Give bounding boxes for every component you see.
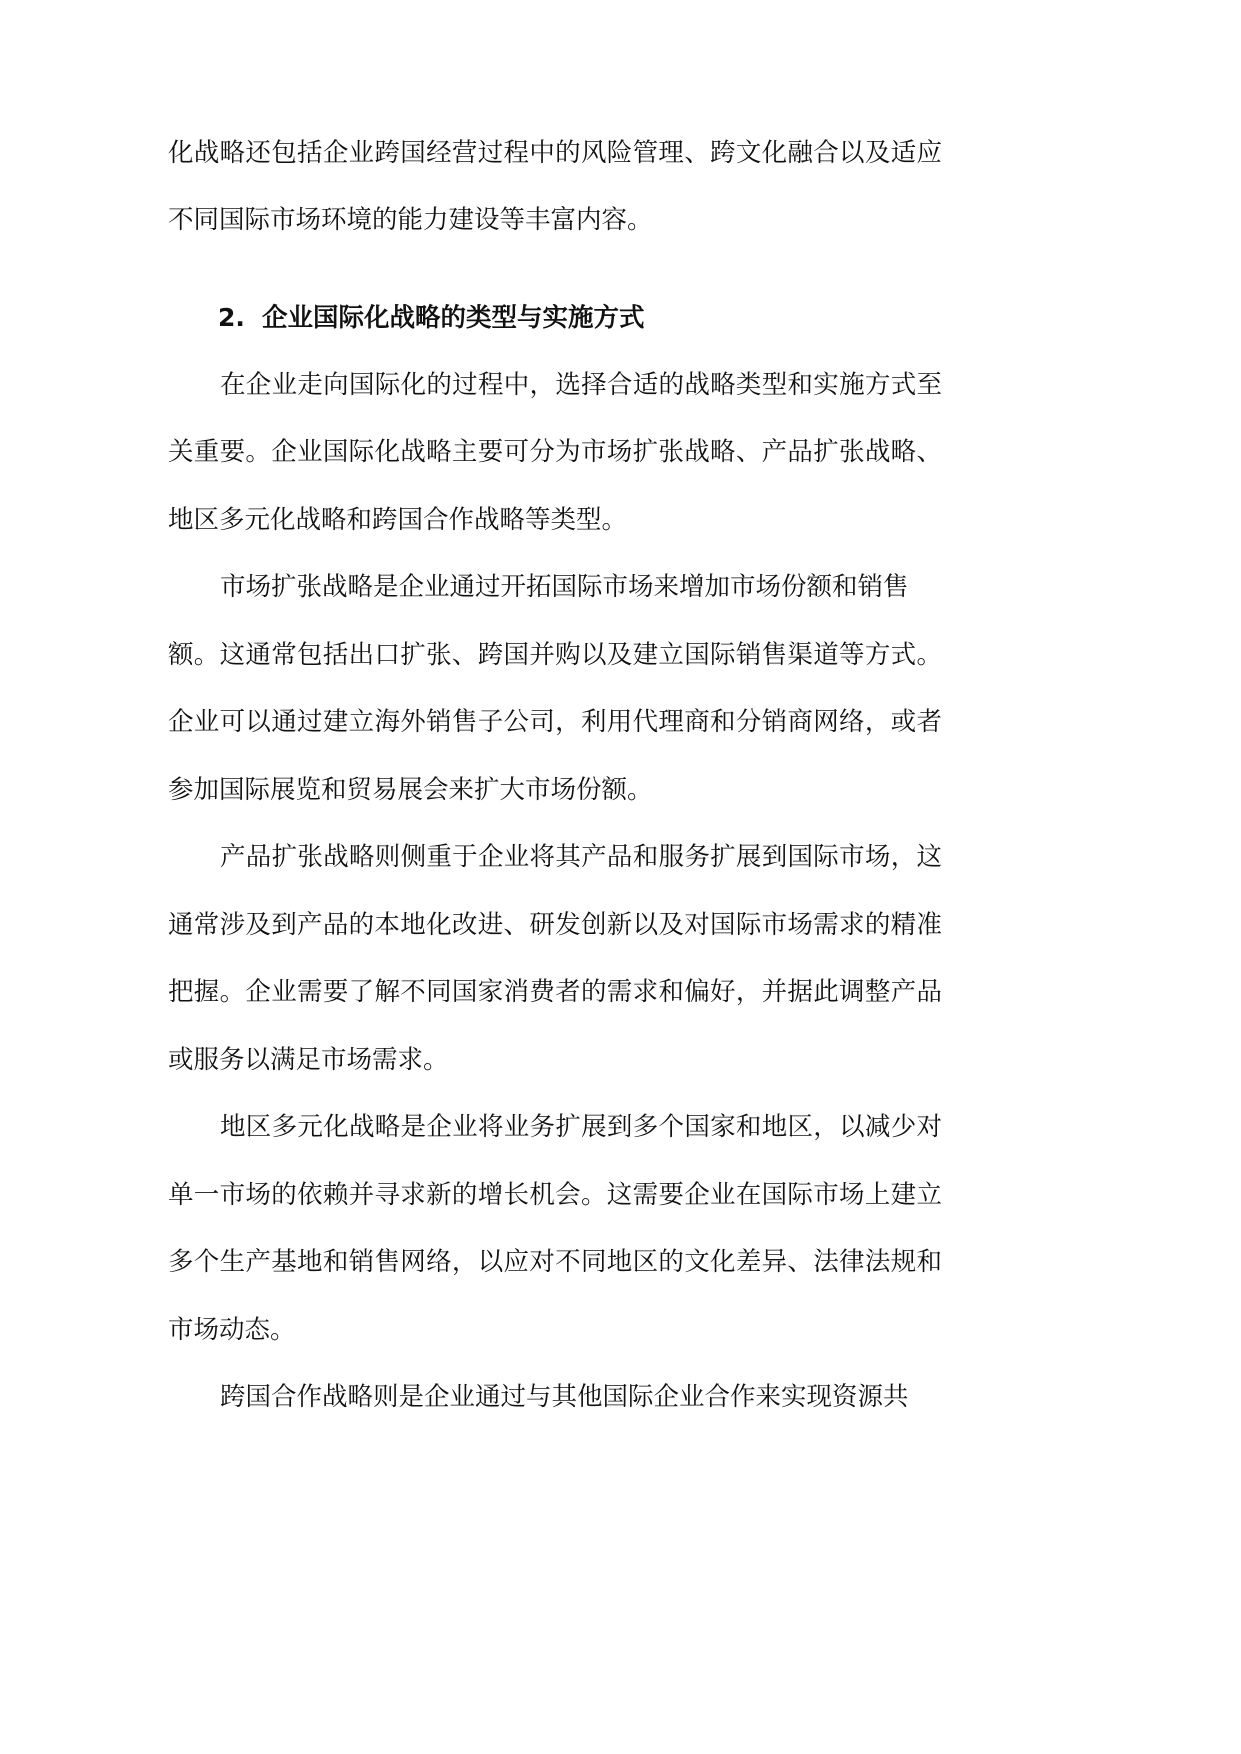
paragraph-line: 企业可以通过建立海外销售子公司，利用代理商和分销商网络，或者 xyxy=(168,707,942,737)
paragraph-line: 市场动态。 xyxy=(168,1315,296,1345)
paragraph-line: 或服务以满足市场需求。 xyxy=(168,1045,449,1075)
paragraph-line: 单一市场的依赖并寻求新的增长机会。这需要企业在国际市场上建立 xyxy=(168,1180,942,1210)
paragraph-line: 化战略还包括企业跨国经营过程中的风险管理、跨文化融合以及适应 xyxy=(168,138,942,168)
paragraph-line: 关重要。企业国际化战略主要可分为市场扩张战略、产品扩张战略、 xyxy=(168,437,942,467)
paragraph-line: 产品扩张战略则侧重于企业将其产品和服务扩展到国际市场，这 xyxy=(220,842,942,872)
paragraph-line: 不同国际市场环境的能力建设等丰富内容。 xyxy=(168,205,653,235)
section-title: 企业国际化战略的类型与实施方式 xyxy=(262,303,645,333)
section-number: 2. xyxy=(218,303,245,332)
paragraph-line: 多个生产基地和销售网络，以应对不同地区的文化差异、法律法规和 xyxy=(168,1247,942,1277)
paragraph-line: 额。这通常包括出口扩张、跨国并购以及建立国际销售渠道等方式。 xyxy=(168,640,942,670)
paragraph-line: 在企业走向国际化的过程中，选择合适的战略类型和实施方式至 xyxy=(220,370,942,400)
paragraph-line: 把握。企业需要了解不同国家消费者的需求和偏好，并据此调整产品 xyxy=(168,977,942,1007)
paragraph-line: 地区多元化战略和跨国合作战略等类型。 xyxy=(168,505,628,535)
paragraph-line: 跨国合作战略则是企业通过与其他国际企业合作来实现资源共 xyxy=(220,1382,909,1412)
paragraph-line: 参加国际展览和贸易展会来扩大市场份额。 xyxy=(168,775,653,805)
paragraph-line: 市场扩张战略是企业通过开拓国际市场来增加市场份额和销售 xyxy=(220,572,909,602)
paragraph-line: 地区多元化战略是企业将业务扩展到多个国家和地区，以减少对 xyxy=(220,1112,942,1142)
paragraph-line: 通常涉及到产品的本地化改进、研发创新以及对国际市场需求的精准 xyxy=(168,910,942,940)
